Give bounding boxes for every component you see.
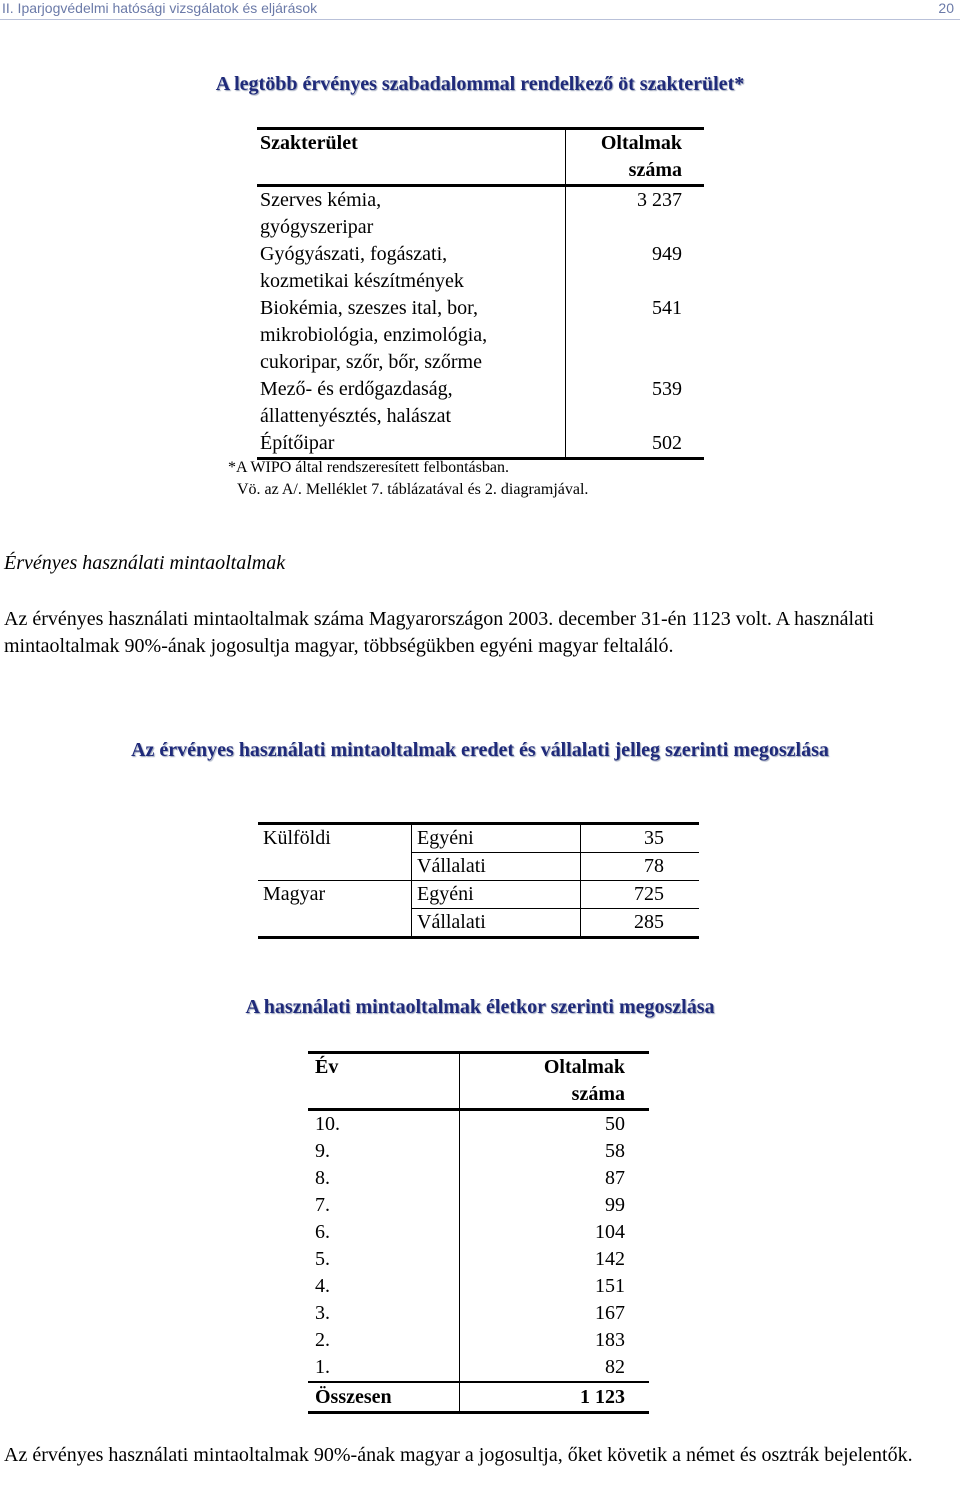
- count-cell: 539: [565, 376, 704, 430]
- chapter-title: II. Iparjogvédelmi hatósági vizsgálatok és eljárások: [2, 0, 318, 16]
- section3-title: Az érvényes használati mintaoltalmak eredet és vállalati jelleg szerinti megoszlása: [131, 739, 829, 761]
- field-cell: Építőipar: [257, 430, 565, 459]
- section1-title: A legtöbb érvényes szabadalommal rendelkező öt szakterület*: [215, 73, 745, 95]
- year-cell: 8.: [315, 1167, 330, 1189]
- total-value: 1 123: [460, 1382, 650, 1413]
- table-row: [258, 909, 699, 938]
- count-cell: 151: [460, 1273, 650, 1300]
- table-row: [308, 1110, 649, 1139]
- table-row: [257, 295, 704, 376]
- table-row: [308, 1138, 649, 1165]
- year-cell: 4.: [315, 1275, 330, 1297]
- total-label: Összesen: [308, 1382, 460, 1413]
- type-cell: Egyéni: [412, 824, 581, 853]
- table-row: [258, 853, 699, 881]
- count-cell: 82: [460, 1354, 650, 1382]
- year-cell: 2.: [315, 1329, 330, 1351]
- section2-heading: Érvényes használati mintaoltalmak: [4, 552, 286, 574]
- count-cell: 99: [460, 1192, 650, 1219]
- table-row: [257, 186, 704, 242]
- age-table: [308, 1051, 649, 1414]
- top-fields-table: [257, 127, 704, 460]
- page-number: 20: [938, 0, 954, 16]
- field-cell: Biokémia, szeszes ital, bor, mikrobiológia, enzimológia, cukoripar, szőr, bőr, szőrme: [260, 297, 488, 373]
- origin-table: [258, 822, 699, 939]
- value-cell: 725: [581, 881, 700, 909]
- table-row: [308, 1354, 649, 1382]
- year-column-header: Év: [308, 1053, 460, 1110]
- table-row: [257, 376, 704, 430]
- table-row: [308, 1192, 649, 1219]
- origin-cell: [258, 909, 412, 938]
- value-cell: 285: [581, 909, 700, 938]
- header-rule: [0, 19, 960, 20]
- year-cell: 10.: [315, 1113, 340, 1135]
- table-row: [308, 1300, 649, 1327]
- section2-paragraph: Az érvényes használati mintaoltalmak száma Magyarországon 2003. december 31-én 1123 volt. A használati mintaoltalmak 90%-ának jogosultja magyar, többségükben egyéni magyar feltaláló.: [4, 608, 875, 657]
- year-cell: 9.: [315, 1140, 330, 1162]
- count-cell: 183: [460, 1327, 650, 1354]
- count-cell: 58: [460, 1138, 650, 1165]
- year-cell: 1.: [315, 1356, 330, 1378]
- origin-cell: [258, 853, 412, 881]
- year-cell: 6.: [315, 1221, 330, 1243]
- table-footnote: *A WIPO által rendszeresített felbontásban.: [228, 459, 509, 476]
- year-cell: 3.: [315, 1302, 330, 1324]
- value-cell: 35: [581, 824, 700, 853]
- type-cell: Vállalati: [412, 909, 581, 938]
- origin-cell: Külföldi: [258, 824, 412, 853]
- count-cell: 949: [565, 241, 704, 295]
- count-cell: 167: [460, 1300, 650, 1327]
- count-cell: 87: [460, 1165, 650, 1192]
- count-cell: 502: [565, 430, 704, 459]
- field-column-header: Szakterület: [257, 129, 565, 186]
- count-cell: 104: [460, 1219, 650, 1246]
- count-cell: 541: [565, 295, 704, 376]
- count-column-header: Oltalmak száma: [565, 129, 704, 186]
- table-row: [308, 1273, 649, 1300]
- field-cell: Gyógyászati, fogászati, kozmetikai készítmények: [260, 243, 464, 292]
- table-row: [257, 430, 704, 459]
- count-cell: 3 237: [565, 186, 704, 242]
- count-cell: 142: [460, 1246, 650, 1273]
- type-cell: Vállalati: [412, 853, 581, 881]
- value-cell: 78: [644, 855, 664, 877]
- table-row: [308, 1165, 649, 1192]
- table-footnote-reference: Vö. az A/. Melléklet 7. táblázatával és 2. diagramjával.: [237, 481, 589, 498]
- closing-paragraph: Az érvényes használati mintaoltalmak 90%-ának magyar a jogosultja, őket követik a német és osztrák bejelentők.: [4, 1444, 913, 1466]
- count-cell: 50: [460, 1110, 650, 1139]
- year-cell: 5.: [315, 1248, 330, 1270]
- origin-cell: Magyar: [258, 881, 412, 909]
- year-cell: 7.: [315, 1194, 330, 1216]
- total-row: [308, 1382, 649, 1413]
- table-row: [308, 1246, 649, 1273]
- count-column-header: Oltalmak száma: [460, 1053, 650, 1110]
- field-cell: Mező- és erdőgazdaság, állattenyésztés, halászat: [260, 378, 453, 427]
- table-row: [308, 1327, 649, 1354]
- table-row: [258, 824, 699, 853]
- table-row: [258, 881, 699, 909]
- table-row: [257, 241, 704, 295]
- table-row: [308, 1219, 649, 1246]
- field-cell: Szerves kémia, gyógyszeripar: [260, 189, 382, 238]
- section4-title: A használati mintaoltalmak életkor szerinti megoszlása: [245, 996, 715, 1018]
- type-cell: Egyéni: [412, 881, 581, 909]
- page-header: [0, 0, 960, 18]
